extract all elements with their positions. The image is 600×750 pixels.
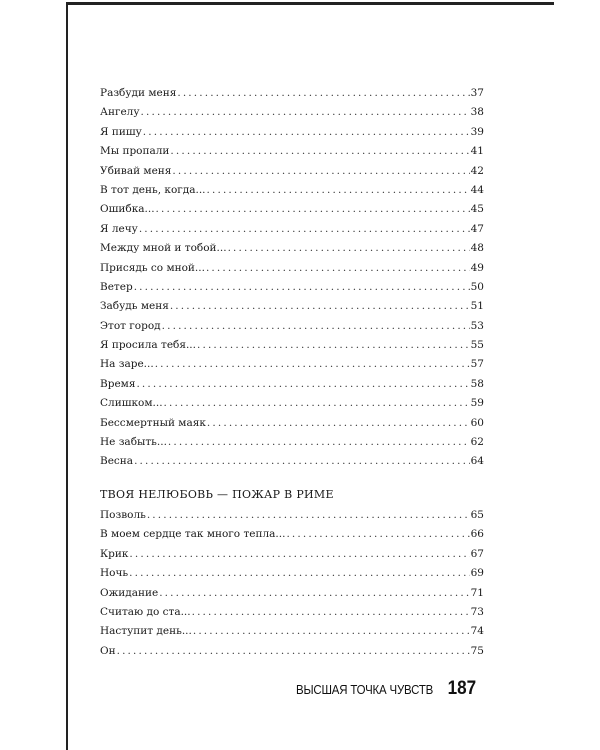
toc-entry-page: 44 [470,183,484,196]
toc-entry-page: 67 [470,547,484,560]
toc-entry-page: 66 [470,528,484,541]
toc-entry-title: Крик [100,547,129,560]
toc-entry [100,297,484,316]
toc-leader-dots [147,506,470,525]
toc-leader-dots [143,123,470,142]
toc-entry-page: 73 [470,605,484,618]
toc-entry-page: 69 [470,567,484,580]
toc-leader-dots [136,375,469,394]
toc-entry [100,506,484,525]
toc-leader-dots [155,355,470,374]
toc-leader-dots [164,394,470,413]
toc-entry-title: Считаю до ста... [100,605,191,618]
toc-entry [100,123,484,142]
toc-entry [100,525,484,544]
toc-entry [100,603,484,622]
toc-leader-dots [170,142,469,161]
toc-entry-title: Мы пропали [100,145,170,158]
toc-leader-dots [286,525,469,544]
toc-entry-page: 38 [470,106,484,119]
toc-entry [100,394,484,413]
toc-entry-title: Весна [100,455,134,468]
toc-entry [100,239,484,258]
toc-entry-page: 50 [470,280,484,293]
toc-entry [100,545,484,564]
toc-entry-title: Я просила тебя... [100,339,196,352]
toc-entry-title: Не забыть... [100,436,167,449]
toc-leader-dots [129,545,469,564]
toc-entry [100,259,484,278]
page-footer [296,673,478,705]
toc-entry-title: Убивай меня [100,164,172,177]
toc-entry-title: Время [100,377,136,390]
toc-entry-page: 45 [470,203,484,216]
toc-entry-page: 48 [470,242,484,255]
toc-entry-title: Этот город [100,319,161,332]
toc-entry-page: 49 [470,261,484,274]
toc-entry [100,584,484,603]
toc-entry-title: Он [100,644,116,657]
toc-leader-dots [141,103,470,122]
toc-leader-dots [139,220,470,239]
toc-entry [100,278,484,297]
toc-entry-page: 74 [470,625,484,638]
toc-entry-title: Слишком... [100,397,163,410]
toc-entry [100,414,484,433]
toc-entry-page: 53 [470,319,484,332]
toc-entry-title: Ветер [100,280,133,293]
page-top-border [66,2,554,5]
toc-leader-dots [197,336,470,355]
toc-leader-dots [170,297,470,316]
toc-entry-page: 59 [470,397,484,410]
toc-leader-dots [192,603,470,622]
toc-entry [100,103,484,122]
toc-leader-dots [129,564,469,583]
toc-leader-dots [206,259,470,278]
toc-entry-page: 42 [470,164,484,177]
running-title: ВЫСШАЯ ТОЧКА ЧУВСТВ [296,681,434,697]
toc-leader-dots [159,584,469,603]
toc-entry-title: Позволь [100,509,146,521]
toc-entry-page: 41 [470,145,484,158]
toc-entry [100,220,484,239]
toc-entry-title: Ночь [100,567,129,580]
toc-leader-dots [156,200,470,219]
toc-leader-dots [134,278,470,297]
toc-entry [100,622,484,641]
toc-leader-dots [134,452,470,471]
toc-entry-title: Ожидание [100,586,159,599]
toc-leader-dots [177,84,469,103]
toc-entry [100,564,484,583]
toc-entry-page: 39 [470,125,484,138]
toc-entry [100,433,484,452]
toc-entry-title: В тот день, когда... [100,183,206,196]
toc-entry-title: Ошибка... [100,203,155,216]
toc-entry-page: 37 [470,87,484,99]
page-number: 187 [447,678,476,699]
toc-entry [100,162,484,181]
toc-entry-page: 64 [470,455,484,468]
page-left-border [66,2,68,750]
toc-entry-title: Я пишу [100,125,142,138]
toc-leader-dots [162,317,470,336]
toc-entry-title: Наступит день... [100,625,192,638]
section-heading: ТВОЯ НЕЛЮБОВЬ — ПОЖАР В РИМЕ [100,488,334,501]
toc-entry-title: Бессмертный маяк [100,416,206,429]
toc-entry-title: Между мной и тобой... [100,242,227,255]
toc-entry [100,452,484,471]
toc-entry-title: Я лечу [100,222,138,235]
toc-entry [100,375,484,394]
toc-entry [100,336,484,355]
toc-entry [100,181,484,200]
toc-leader-dots [172,162,469,181]
toc-leader-dots [228,239,470,258]
toc-entry [100,142,484,161]
toc-entry-page: 65 [470,509,484,521]
toc-entry-page: 47 [470,222,484,235]
toc-entry-page: 62 [470,436,484,449]
toc-entry-title: На заре... [100,358,154,371]
toc-leader-dots [207,181,470,200]
toc-leader-dots [117,642,470,661]
toc-entry-page: 71 [470,586,484,599]
toc-entry [100,355,484,374]
toc-entry-page: 60 [470,416,484,429]
toc-entry [100,642,484,661]
toc-entry-title: Забудь меня [100,300,169,313]
toc-entry-page: 55 [470,339,484,352]
toc-entry-page: 58 [470,377,484,390]
toc-leader-dots [193,622,470,641]
toc-leader-dots [168,433,470,452]
toc-entry-title: В моем сердце так много тепла... [100,528,286,541]
toc-entry-page: 51 [470,300,484,313]
toc-entry [100,317,484,336]
toc-leader-dots [207,414,470,433]
toc-list-part2 [100,506,484,661]
toc-entry [100,200,484,219]
toc-entry-title: Присядь со мной... [100,261,205,274]
toc-entry [100,84,484,103]
toc-entry-page: 75 [470,644,484,657]
toc-entry-page: 57 [470,358,484,371]
toc-entry-title: Ангелу [100,106,140,119]
toc-entry-title: Разбуди меня [100,87,177,99]
toc-list-part1 [100,84,484,472]
